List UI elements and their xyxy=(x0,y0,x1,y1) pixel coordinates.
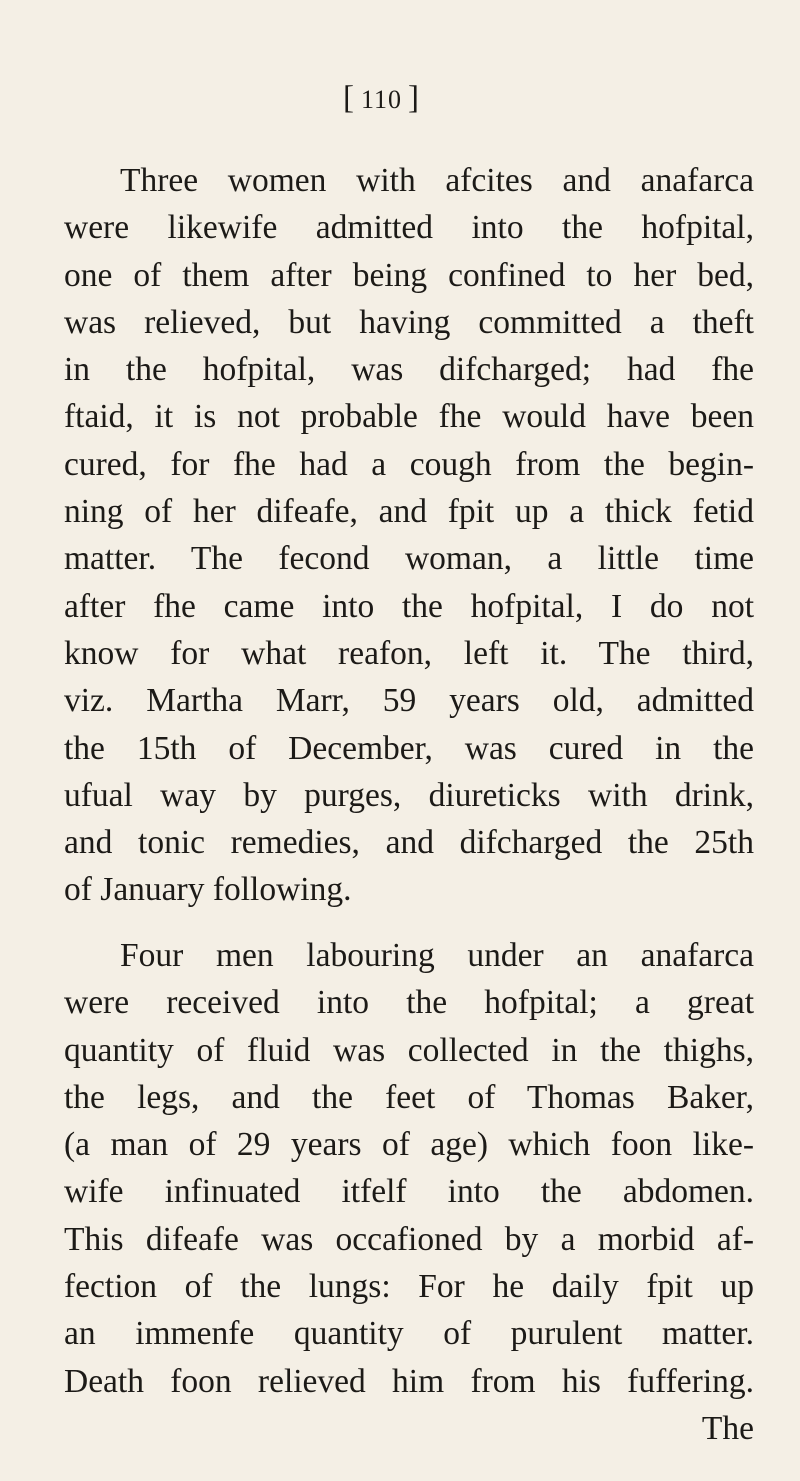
text-line: ning of her difeafe, and fpit up a thick fetid xyxy=(64,493,754,531)
catchword: The xyxy=(701,1409,754,1447)
text-line: viz. Martha Marr, 59 years old, admitted xyxy=(64,682,754,720)
bracket-close: ] xyxy=(408,80,421,116)
text-line: an immenfe quantity of purulent matter. xyxy=(64,1315,754,1353)
text-line: ufual way by purges, diureticks with drink, xyxy=(64,776,754,814)
text-line: fection of the lungs: For he daily fpit up xyxy=(64,1268,754,1306)
page-number-header xyxy=(343,80,420,117)
text-line: matter. The fecond woman, a little time xyxy=(64,540,754,578)
text-line: were likewife admitted into the hofpital, xyxy=(64,209,754,247)
bracket-open: [ xyxy=(343,80,355,116)
text-line: were received into the hofpital; a great xyxy=(64,984,754,1022)
text-line: the legs, and the feet of Thomas Baker, xyxy=(64,1078,754,1116)
text-line: wife infinuated itfelf into the abdomen. xyxy=(64,1173,754,1211)
text-line: This difeafe was occafioned by a morbid af- xyxy=(64,1220,754,1258)
text-line: know for what reafon, left it. The third, xyxy=(64,634,754,672)
text-line: in the hofpital, was difcharged; had fhe xyxy=(64,351,754,389)
text-line: after fhe came into the hofpital, I do not xyxy=(64,587,754,625)
paragraph-anasarca-men xyxy=(64,932,754,1452)
page-number: 110 xyxy=(361,85,403,114)
text-line: ftaid, it is not probable fhe would have been xyxy=(64,398,754,436)
text-line: the 15th of December, was cured in the xyxy=(64,729,754,767)
text-line: quantity of fluid was collected in the thighs, xyxy=(64,1031,754,1069)
text-line: Death foon relieved him from his fuffering. xyxy=(64,1362,754,1400)
text-line: Three women with afcites and anafarca xyxy=(120,162,754,199)
text-line: cured, for fhe had a cough from the begin- xyxy=(64,445,754,483)
text-line: of January following. xyxy=(64,871,352,909)
text-line: was relieved, but having committed a theft xyxy=(64,303,754,341)
text-line: one of them after being confined to her bed, xyxy=(64,256,754,294)
text-line: (a man of 29 years of age) which foon like- xyxy=(64,1126,754,1164)
paragraph-ascites-women xyxy=(64,157,754,914)
text-line: Four men labouring under an anafarca xyxy=(120,937,754,974)
text-line: and tonic remedies, and difcharged the 25th xyxy=(64,824,754,862)
